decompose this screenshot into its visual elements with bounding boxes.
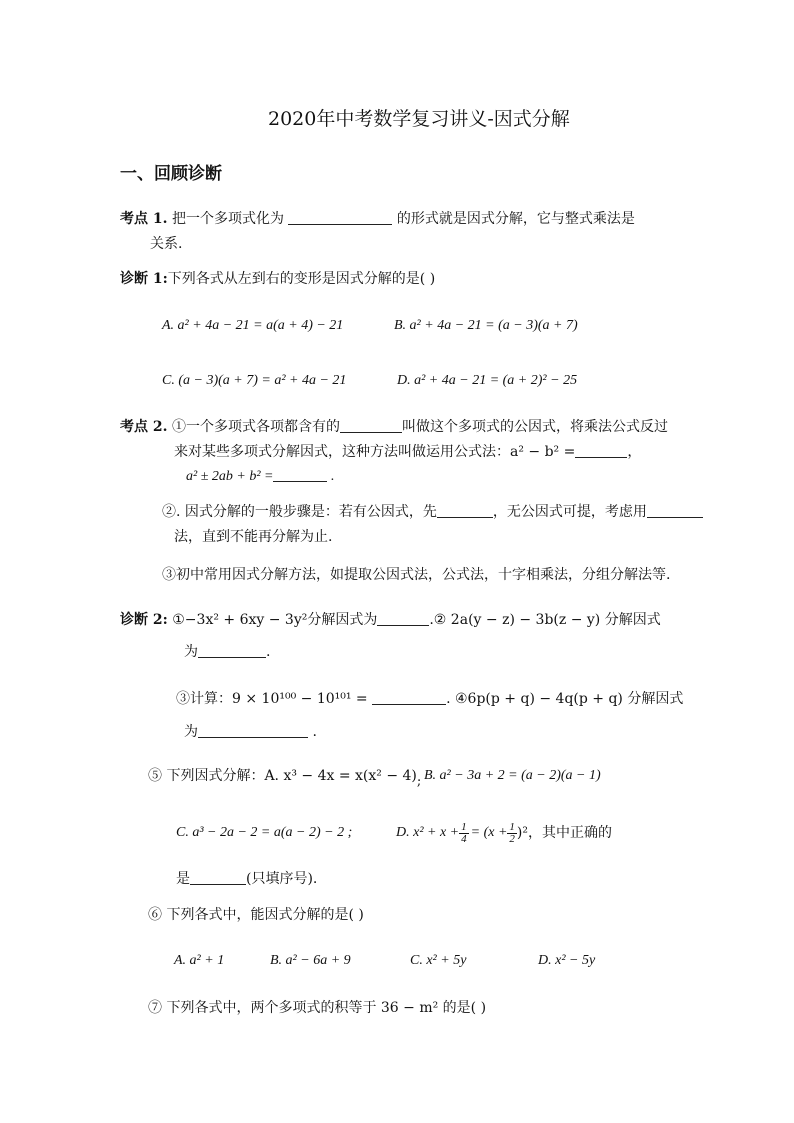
q6-option-d: D. x² − 5y xyxy=(538,953,596,968)
q5-intro: ⑤ 下列因式分解：A. x³ − 4x = x(x² − 4) xyxy=(148,768,417,784)
step-text: ，无公因式可提，考虑用 xyxy=(492,504,647,520)
q7-question: ⑦ 下列各式中，两个多项式的积等于 36 − m² 的是( ) xyxy=(148,1000,487,1016)
question-text: . xyxy=(266,644,271,660)
step-text: ②. 因式分解的一般步骤是：若有公因式，先 xyxy=(162,504,437,520)
fraction xyxy=(459,822,469,845)
zhenduan-2-line-4 xyxy=(184,723,317,741)
kaodian-2-text: ， xyxy=(627,444,642,460)
section-heading: 一、回顾诊断 xyxy=(120,164,222,184)
zhenduan-1-line xyxy=(120,270,435,288)
kaodian-2-methods: ③初中常用因式分解方法，如提取公因式法，公式法，十字相乘法，分组分解法等. xyxy=(162,567,671,583)
kaodian-2-text: ①一个多项式各项都含有的 xyxy=(171,419,340,435)
q5-option-b: B. a² − 3a + 2 = (a − 2)(a − 1) xyxy=(424,768,601,783)
q5-semicolon: ; xyxy=(416,774,422,789)
kaodian-2-step-line xyxy=(162,503,703,521)
kaodian-2-line-2 xyxy=(174,443,641,461)
answer-blank[interactable] xyxy=(372,690,446,705)
zhenduan-2-label: 诊断 2: xyxy=(120,612,168,628)
option-b: B. a² + 4a − 21 = (a − 3)(a + 7) xyxy=(394,318,578,333)
kaodian-2-line-3 xyxy=(186,467,334,486)
kaodian-2-line-1 xyxy=(120,418,668,436)
question-text: 为 xyxy=(184,644,198,660)
zhenduan-1-question: 下列各式从左到右的变形是因式分解的是( ) xyxy=(167,271,436,287)
kaodian-1-line xyxy=(120,210,635,228)
q6-question: ⑥ 下列各式中，能因式分解的是( ) xyxy=(148,907,364,923)
answer-blank[interactable] xyxy=(437,503,493,518)
question-text: . xyxy=(312,724,317,740)
page-title: 2020年中考数学复习讲义-因式分解 xyxy=(268,108,570,130)
kaodian-2-label: 考点 2. xyxy=(120,419,168,435)
answer-blank[interactable] xyxy=(288,210,392,225)
answer-blank[interactable] xyxy=(340,418,402,433)
zhenduan-2-line-1 xyxy=(120,611,661,629)
answer-blank[interactable] xyxy=(190,870,246,885)
fraction-denominator: 4 xyxy=(461,832,467,845)
zhenduan-1-label: 诊断 1: xyxy=(120,271,168,287)
kaodian-2-step-end: 法，直到不能再分解为止. xyxy=(174,529,333,545)
zhenduan-2-line-2 xyxy=(184,643,270,661)
q5-d-text: = (x + xyxy=(470,825,508,840)
question-text: .② 2a(y − z) − 3b(z − y) 分解因式 xyxy=(429,612,661,628)
question-text: . ④6p(p + q) − 4q(p + q) 分解因式 xyxy=(446,691,684,707)
fraction-denominator: 2 xyxy=(509,832,515,845)
q5-line-1 xyxy=(148,767,421,791)
answer-blank[interactable] xyxy=(198,723,308,738)
fraction-numerator: 1 xyxy=(509,820,515,833)
option-a: A. a² + 4a − 21 = a(a + 4) − 21 xyxy=(162,318,344,333)
q5-tail xyxy=(176,870,317,888)
kaodian-1-text-a: 把一个多项式化为 xyxy=(171,211,284,227)
q5-d-text: D. x² + x + xyxy=(396,825,460,840)
q5-tail-text: (只填序号). xyxy=(246,871,318,887)
q6-option-a: A. a² + 1 xyxy=(174,953,225,968)
kaodian-1-text-c: 关系. xyxy=(150,236,183,252)
formula-text: a² ± 2ab + b² = xyxy=(186,469,274,484)
answer-blank[interactable] xyxy=(273,467,327,482)
option-c: C. (a − 3)(a + 7) = a² + 4a − 21 xyxy=(162,373,347,388)
zhenduan-2-line-3 xyxy=(176,690,683,708)
kaodian-1-text-b: 的形式就是因式分解，它与整式乘法是 xyxy=(396,211,635,227)
kaodian-1-label: 考点 1. xyxy=(120,211,168,227)
q5-option-d xyxy=(396,818,612,848)
fraction-numerator: 1 xyxy=(461,820,467,833)
q5-tail-text: 是 xyxy=(176,871,190,887)
question-text: ①−3x² + 6xy − 3y²分解因式为 xyxy=(172,612,378,628)
answer-blank[interactable] xyxy=(377,611,429,626)
q5-option-c: C. a³ − 2a − 2 = a(a − 2) − 2 ; xyxy=(176,825,353,840)
fraction xyxy=(507,822,517,845)
q5-d-text: )²，其中正确的 xyxy=(516,825,612,841)
answer-blank[interactable] xyxy=(198,643,266,658)
kaodian-2-text: 叫做这个多项式的公因式，将乘法公式反过 xyxy=(401,419,668,435)
answer-blank[interactable] xyxy=(647,503,703,518)
q6-option-b: B. a² − 6a + 9 xyxy=(270,953,351,968)
question-text: 为 xyxy=(184,724,198,740)
q6-option-c: C. x² + 5y xyxy=(410,953,467,968)
formula-end: . xyxy=(330,469,335,484)
answer-blank[interactable] xyxy=(575,443,627,458)
option-d: D. a² + 4a − 21 = (a + 2)² − 25 xyxy=(397,373,578,388)
question-text: ③计算：9 × 10¹⁰⁰ − 10¹⁰¹ = xyxy=(176,691,368,707)
kaodian-2-text: 来对某些多项式分解因式，这种方法叫做运用公式法：a² − b² = xyxy=(174,444,576,460)
